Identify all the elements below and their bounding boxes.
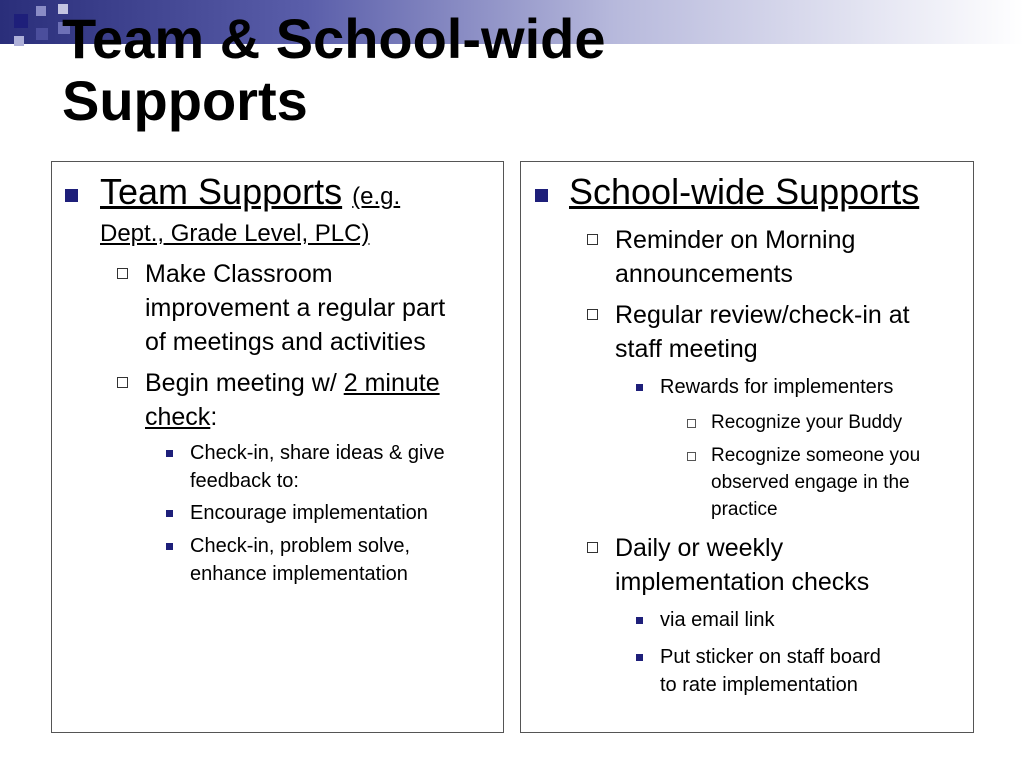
decor-square — [36, 6, 46, 16]
left-subitem-3: Check-in, problem solve, enhance implementation — [190, 535, 411, 585]
decor-square — [14, 36, 24, 46]
right-item-1: Reminder on Morning announcements — [615, 226, 856, 288]
recognize-item-2: Recognize someone you observed engage in the practice — [711, 445, 921, 520]
right-item-2: Regular review/check-in at staff meeting — [615, 301, 910, 363]
check-item-2: Put sticker on staff board to rate implementation — [660, 646, 881, 696]
level2-bullet-icon — [587, 542, 598, 553]
recognize-item-1: Recognize your Buddy — [711, 412, 903, 433]
level2-bullet-icon — [587, 309, 598, 320]
level2-bullet-icon — [117, 268, 128, 279]
level3-bullet-icon — [166, 543, 173, 550]
left-subitem-1: Check-in, share ideas & give feedback to: — [190, 442, 445, 492]
right-item-3: Daily or weekly implementation checks — [615, 534, 870, 596]
level3-bullet-icon — [636, 654, 643, 661]
rewards-item: Rewards for implementers — [660, 376, 894, 398]
level2-bullet-icon — [587, 234, 598, 245]
team-supports-label: Team Supports — [100, 171, 343, 212]
decor-square — [14, 14, 28, 28]
level4-bullet-icon — [687, 452, 696, 461]
left-item-1: Make Classroom improvement a regular part of meetings and activities — [145, 260, 446, 356]
check-item-1: via email link — [660, 609, 775, 631]
level3-bullet-icon — [166, 450, 173, 457]
school-wide-heading: School-wide Supports — [569, 171, 920, 212]
two-minute-check-link: 2 minute — [343, 369, 440, 397]
team-supports-heading — [100, 172, 400, 217]
level3-bullet-icon — [636, 384, 643, 391]
slide-title — [62, 8, 605, 132]
team-supports-note: (e.g. — [352, 183, 401, 210]
level2-bullet-icon — [117, 377, 128, 388]
level3-bullet-icon — [166, 510, 173, 517]
left-subitem-2: Encourage implementation — [190, 502, 428, 524]
level3-bullet-icon — [636, 617, 643, 624]
team-supports-note-line2: Dept., Grade Level, PLC) — [100, 220, 370, 247]
level1-bullet-icon — [535, 189, 548, 202]
level1-bullet-icon — [65, 189, 78, 202]
decor-square — [36, 28, 48, 40]
slide-title-line1: Team & School-wide — [62, 7, 606, 70]
slide-title-line2: Supports — [62, 69, 308, 132]
level4-bullet-icon — [687, 419, 696, 428]
left-item-2: Begin meeting w/ 2 minute check: — [145, 369, 440, 431]
